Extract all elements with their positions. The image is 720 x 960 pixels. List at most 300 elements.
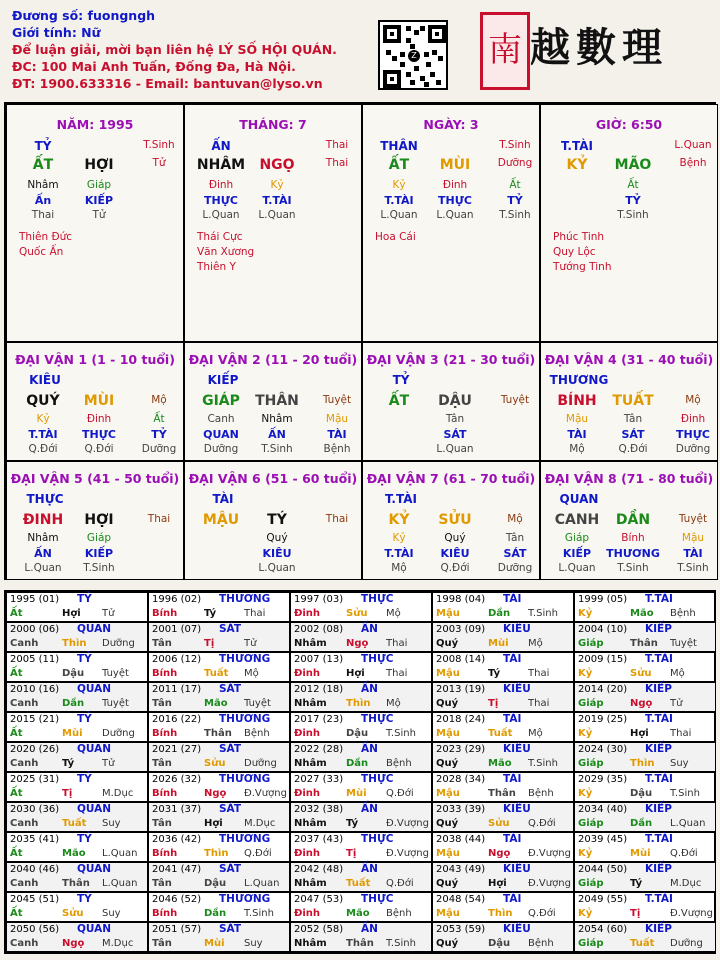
year-stage: T.Sinh xyxy=(244,908,274,919)
year-stage: T.Sinh xyxy=(670,788,700,799)
year-stage: Tử xyxy=(670,698,683,709)
qr-module xyxy=(386,50,391,55)
year-ten-god: TÀI xyxy=(503,833,522,845)
year-branch: Dậu xyxy=(346,728,369,739)
hidden-stem: T.Sinh xyxy=(261,443,293,455)
year-stage: Tử xyxy=(102,758,115,769)
year-cell xyxy=(290,592,432,622)
year-ten-god: THƯƠNG xyxy=(219,893,271,905)
year-cell xyxy=(290,832,432,862)
year-cell xyxy=(290,772,432,802)
year-label: 2018 (24) xyxy=(436,714,486,725)
stem-branch: Thai xyxy=(325,157,349,169)
year-ten-god: TÀI xyxy=(503,713,522,725)
year-ten-god: KIÊU xyxy=(503,803,531,815)
year-stage: Bệnh xyxy=(528,788,554,799)
year-cell xyxy=(432,862,574,892)
year-ten-god: QUAN xyxy=(77,803,112,815)
qr-module xyxy=(410,80,415,85)
year-stage: Q.Đới xyxy=(670,848,698,859)
stem-branch: Tử xyxy=(152,157,166,169)
year-cell xyxy=(148,892,290,922)
ten-god: L.Quan xyxy=(674,139,712,151)
year-cell xyxy=(148,682,290,712)
hidden-stem: Dưỡng xyxy=(141,443,177,455)
hidden-stem: THƯƠNG xyxy=(606,547,660,560)
hidden-stem: TÀI xyxy=(327,428,347,441)
year-stem: Ất xyxy=(10,608,23,619)
year-stage: L.Quan xyxy=(244,878,280,889)
year-ten-god: KIẾP xyxy=(645,683,672,695)
year-branch: Sửu xyxy=(204,758,226,769)
hidden-stem: L.Quan xyxy=(558,562,596,574)
year-branch: Thân xyxy=(630,638,658,649)
year-stage: Đ.Vượng xyxy=(386,818,429,829)
year-stage: Mộ xyxy=(386,698,401,709)
year-branch: Tuất xyxy=(204,668,229,679)
year-ten-god: QUAN xyxy=(77,923,112,935)
year-ten-god: KIẾP xyxy=(645,743,672,755)
dai-van-1 xyxy=(6,342,184,461)
year-stage: Mộ xyxy=(528,728,543,739)
hidden-stem: Mậu xyxy=(325,413,349,425)
hidden-stem: Ất xyxy=(509,179,521,191)
stem-branch: Dưỡng xyxy=(497,157,533,169)
pillar-1 xyxy=(184,104,362,342)
year-stage: Q.Đới xyxy=(244,848,272,859)
qr-module xyxy=(426,62,431,67)
stem-branch: ẤT xyxy=(388,157,410,173)
year-label: 2022 (28) xyxy=(294,744,344,755)
year-label: 2046 (52) xyxy=(152,894,202,905)
year-ten-god: QUAN xyxy=(77,863,112,875)
year-label: 2009 (15) xyxy=(578,654,628,665)
year-stage: Bệnh xyxy=(386,908,412,919)
year-label: 2004 (10) xyxy=(578,624,628,635)
hidden-stem: Giáp xyxy=(86,532,112,544)
year-stage: T.Sinh xyxy=(386,938,416,949)
year-cell xyxy=(148,652,290,682)
hidden-stem: Đinh xyxy=(442,179,468,191)
year-stem: Đinh xyxy=(294,788,321,799)
year-stage: Q.Đới xyxy=(386,878,414,889)
year-cell xyxy=(432,832,574,862)
ten-god: THƯƠNG xyxy=(549,373,609,387)
year-stage: Dưỡng xyxy=(102,638,135,649)
year-cell xyxy=(290,622,432,652)
year-branch: Sửu xyxy=(346,608,368,619)
hidden-stem: T.Sinh xyxy=(617,209,649,221)
stem-branch: KỶ xyxy=(566,157,588,173)
year-cell xyxy=(432,622,574,652)
year-stage: Bệnh xyxy=(670,608,696,619)
hidden-stem: Đinh xyxy=(680,413,706,425)
hidden-stem: SÁT xyxy=(621,428,645,441)
chart-grid xyxy=(4,102,716,580)
year-cell xyxy=(432,922,574,952)
year-branch: Hợi xyxy=(62,608,81,619)
header-line: Để luận giải, mời bạn liên hệ LÝ SỐ HỘI QUÁN. xyxy=(12,42,337,57)
year-ten-god: T.TÀI xyxy=(645,833,673,845)
star-name: Thiên Y xyxy=(197,261,236,273)
qr-module xyxy=(432,50,437,55)
hidden-stem: Tân xyxy=(623,413,643,425)
year-cell xyxy=(290,742,432,772)
hidden-stem: Q.Đới xyxy=(440,562,470,574)
year-label: 2051 (57) xyxy=(152,924,202,935)
year-label: 2023 (29) xyxy=(436,744,486,755)
year-branch: Dần xyxy=(204,908,227,919)
hidden-stem: Kỷ xyxy=(392,532,406,544)
pillar-title: THÁNG: 7 xyxy=(239,117,307,132)
year-branch: Mùi xyxy=(204,938,225,949)
qr-code[interactable] xyxy=(378,20,448,90)
year-stem: Kỷ xyxy=(578,908,593,919)
hidden-stem: Ất xyxy=(627,179,639,191)
hidden-stem: Canh xyxy=(207,413,235,425)
year-cell xyxy=(574,772,716,802)
qr-finder xyxy=(428,25,446,43)
dai-van-title: ĐẠI VẬN 4 (31 - 40 tuổi) xyxy=(544,352,714,367)
year-ten-god: ẤN xyxy=(361,863,378,875)
year-cell xyxy=(574,922,716,952)
hidden-stem: Nhâm xyxy=(27,532,59,544)
year-label: 2034 (40) xyxy=(578,804,628,815)
qr-module xyxy=(438,56,443,61)
year-ten-god: T.TÀI xyxy=(645,713,673,725)
year-branch: Ngọ xyxy=(204,788,227,799)
year-label: 2029 (35) xyxy=(578,774,628,785)
year-branch: Dậu xyxy=(62,668,85,679)
ten-god: THỰC xyxy=(26,492,64,506)
year-cell xyxy=(148,832,290,862)
year-cell xyxy=(148,862,290,892)
year-label: 2001 (07) xyxy=(152,624,202,635)
year-stage: Tuyệt xyxy=(244,698,271,709)
year-branch: Hợi xyxy=(204,818,223,829)
ten-god: KIẾP xyxy=(207,373,239,387)
year-stem: Ất xyxy=(10,728,23,739)
year-ten-god: T.TÀI xyxy=(645,893,673,905)
year-stem: Nhâm xyxy=(294,698,327,709)
stem: ĐINH xyxy=(22,512,64,528)
year-ten-god: KIẾP xyxy=(645,863,672,875)
year-branch: Dậu xyxy=(630,788,653,799)
brand-title: 越數理 xyxy=(530,24,668,71)
year-stem: Bính xyxy=(152,908,178,919)
year-stem: Đinh xyxy=(294,728,321,739)
year-stage: T.Sinh xyxy=(386,728,416,739)
year-ten-god: THỰC xyxy=(361,593,394,605)
year-branch: Ngọ xyxy=(630,698,653,709)
year-cell xyxy=(6,712,148,742)
year-branch: Mão xyxy=(488,758,512,769)
year-cell xyxy=(148,772,290,802)
hidden-stem: Dưỡng xyxy=(497,562,533,574)
year-branch: Thân xyxy=(204,728,232,739)
year-stem: Giáp xyxy=(578,758,604,769)
stem: GIÁP xyxy=(202,393,240,409)
year-cell xyxy=(574,682,716,712)
year-label: 2027 (33) xyxy=(294,774,344,785)
year-stem: Mậu xyxy=(436,848,460,859)
year-ten-god: TỶ xyxy=(77,773,92,785)
ten-god: QUAN xyxy=(559,492,599,506)
year-cell xyxy=(574,742,716,772)
dai-van-title: ĐẠI VẬN 7 (61 - 70 tuổi) xyxy=(366,471,536,486)
dai-van-3 xyxy=(362,342,540,461)
hidden-stem: Tân xyxy=(505,532,525,544)
year-stage: L.Quan xyxy=(102,878,138,889)
year-stage: Mộ xyxy=(244,668,259,679)
year-stem: Kỷ xyxy=(578,728,593,739)
stem-branch: ẤT xyxy=(32,157,54,173)
year-stage: Thai xyxy=(386,638,408,649)
year-stage: Thai xyxy=(386,668,408,679)
star-name: Văn Xương xyxy=(197,246,255,258)
year-branch: Thìn xyxy=(630,758,655,769)
year-branch: Sửu xyxy=(62,908,84,919)
year-stem: Mậu xyxy=(436,908,460,919)
year-stem: Mậu xyxy=(436,728,460,739)
year-branch: Mùi xyxy=(62,728,83,739)
year-label: 2036 (42) xyxy=(152,834,202,845)
dai-van-7 xyxy=(362,461,540,580)
year-ten-god: THƯƠNG xyxy=(219,713,271,725)
year-stem: Bính xyxy=(152,728,178,739)
year-stem: Tân xyxy=(152,818,172,829)
year-stem: Kỷ xyxy=(578,788,593,799)
hidden-stem: THỰC xyxy=(438,194,472,207)
year-branch: Sửu xyxy=(488,818,510,829)
hidden-stem: KIẾP xyxy=(562,547,592,560)
hidden-stem: THỰC xyxy=(82,428,116,441)
hidden-stem: ẤN xyxy=(34,547,52,560)
stem-branch: NGỌ xyxy=(259,157,295,173)
year-label: 2031 (37) xyxy=(152,804,202,815)
year-branch: Tuất xyxy=(62,818,87,829)
year-ten-god: SÁT xyxy=(219,803,242,815)
year-label: 2016 (22) xyxy=(152,714,202,725)
year-branch: Sửu xyxy=(630,668,652,679)
year-stage: Thai xyxy=(528,668,550,679)
year-branch: Tuất xyxy=(488,728,513,739)
star-name: Quy Lộc xyxy=(553,246,596,258)
year-ten-god: SÁT xyxy=(219,683,242,695)
year-cell xyxy=(574,832,716,862)
year-stage: Bệnh xyxy=(244,728,270,739)
year-label: 2038 (44) xyxy=(436,834,486,845)
year-cell xyxy=(6,622,148,652)
year-label: 2032 (38) xyxy=(294,804,344,815)
year-cell xyxy=(148,922,290,952)
hidden-stem: KIẾP xyxy=(84,547,114,560)
hidden-stem: Đinh xyxy=(86,413,112,425)
year-stem: Ất xyxy=(10,788,23,799)
year-stem: Canh xyxy=(10,818,39,829)
year-stage: Q.Đới xyxy=(528,818,556,829)
branch: SỬU xyxy=(438,512,472,528)
dai-van-title: ĐẠI VẬN 8 (71 - 80 tuổi) xyxy=(544,471,714,486)
year-ten-god: KIẾP xyxy=(645,923,672,935)
year-ten-god: QUAN xyxy=(77,743,112,755)
year-stem: Bính xyxy=(152,788,178,799)
hidden-stem: ẤN xyxy=(268,428,286,441)
year-stem: Canh xyxy=(10,698,39,709)
qr-module xyxy=(420,76,425,81)
year-ten-god: SÁT xyxy=(219,863,242,875)
year-ten-god: KIÊU xyxy=(503,623,531,635)
hidden-stem: Bính xyxy=(621,532,645,544)
pillar-title: NĂM: 1995 xyxy=(56,117,134,132)
stem: BÍNH xyxy=(557,393,597,409)
pillar-title: GIỜ: 6:50 xyxy=(595,117,663,132)
qr-module xyxy=(392,56,397,61)
star-name: Tướng Tinh xyxy=(553,261,612,273)
year-stem: Ất xyxy=(10,848,23,859)
year-branch: Tị xyxy=(62,788,73,799)
year-branch: Hợi xyxy=(488,878,507,889)
year-branch: Tý xyxy=(630,878,643,889)
qr-module xyxy=(414,30,419,35)
stem-branch: HỢI xyxy=(84,157,114,173)
hidden-stem: Thai xyxy=(31,209,55,221)
pillar-3 xyxy=(540,104,718,342)
star-name: Thái Cực xyxy=(197,231,243,243)
dai-van-4 xyxy=(540,342,718,461)
star-name: Thiên Đức xyxy=(19,231,73,243)
hidden-stem: Quý xyxy=(266,532,288,544)
year-branch: Tị xyxy=(346,848,357,859)
year-label: 2008 (14) xyxy=(436,654,486,665)
year-label: 2026 (32) xyxy=(152,774,202,785)
year-label: 2010 (16) xyxy=(10,684,60,695)
qr-center: Z xyxy=(408,50,420,62)
year-stem: Tân xyxy=(152,758,172,769)
year-label: 2052 (58) xyxy=(294,924,344,935)
year-stage: Tuyệt xyxy=(102,698,129,709)
year-stem: Đinh xyxy=(294,848,321,859)
year-cell xyxy=(574,892,716,922)
pillar-0 xyxy=(6,104,184,342)
year-stage: Suy xyxy=(244,938,263,949)
year-cell xyxy=(574,652,716,682)
year-ten-god: ẤN xyxy=(361,803,378,815)
year-stage: L.Quan xyxy=(670,818,706,829)
year-ten-god: TÀI xyxy=(503,653,522,665)
hidden-stem: TỶ xyxy=(507,194,523,207)
year-stage: Dưỡng xyxy=(670,938,703,949)
year-stage: Đ.Vượng xyxy=(244,788,287,799)
year-branch: Hợi xyxy=(346,668,365,679)
year-stem: Kỷ xyxy=(578,668,593,679)
year-label: 2013 (19) xyxy=(436,684,486,695)
hidden-stem: Nhâm xyxy=(27,179,59,191)
hidden-stem: Mậu xyxy=(565,413,589,425)
year-cell xyxy=(432,592,574,622)
year-stem: Mậu xyxy=(436,668,460,679)
hidden-stem: Tân xyxy=(445,413,465,425)
year-ten-god: T.TÀI xyxy=(645,773,673,785)
hidden-stem: Dưỡng xyxy=(203,443,239,455)
year-stem: Canh xyxy=(10,758,39,769)
year-branch: Mão xyxy=(204,698,228,709)
year-branch: Dần xyxy=(62,698,85,709)
year-stem: Nhâm xyxy=(294,878,327,889)
stage: Tuyệt xyxy=(500,394,530,406)
stem: QUÝ xyxy=(26,393,60,409)
year-branch: Dần xyxy=(488,608,511,619)
hidden-stem: Dưỡng xyxy=(675,443,711,455)
year-stage: Q.Đới xyxy=(528,908,556,919)
year-label: 2035 (41) xyxy=(10,834,60,845)
hidden-stem: TÀI xyxy=(683,547,703,560)
hidden-stem: Đinh xyxy=(208,179,234,191)
stage: Mộ xyxy=(151,394,167,406)
year-stage: Suy xyxy=(670,758,689,769)
year-cell xyxy=(432,742,574,772)
hidden-stem: Kỷ xyxy=(270,179,284,191)
year-stage: Bệnh xyxy=(386,758,412,769)
year-stage: Bệnh xyxy=(528,938,554,949)
year-ten-god: TÀI xyxy=(503,593,522,605)
year-cell xyxy=(290,652,432,682)
year-branch: Mão xyxy=(346,908,370,919)
year-stage: Tuyệt xyxy=(670,638,697,649)
year-ten-god: ẤN xyxy=(361,743,378,755)
year-label: 2053 (59) xyxy=(436,924,486,935)
year-stem: Giáp xyxy=(578,938,604,949)
year-stem: Tân xyxy=(152,698,172,709)
year-ten-god: TỶ xyxy=(77,593,92,605)
year-stem: Quý xyxy=(436,758,459,769)
year-label: 2043 (49) xyxy=(436,864,486,875)
year-cell xyxy=(290,802,432,832)
year-branch: Hợi xyxy=(630,728,649,739)
qr-module xyxy=(430,72,435,77)
ten-god: T.TÀI xyxy=(561,139,593,153)
year-cell xyxy=(6,832,148,862)
year-branch: Tị xyxy=(204,638,215,649)
year-cell xyxy=(290,922,432,952)
hidden-stem: Ất xyxy=(153,413,165,425)
dai-van-title: ĐẠI VẬN 5 (41 - 50 tuổi) xyxy=(10,471,180,486)
year-stage: Đ.Vượng xyxy=(670,908,713,919)
ten-god: T.Sinh xyxy=(499,139,531,151)
stem-branch: MÙI xyxy=(439,157,471,173)
year-branch: Ngọ xyxy=(488,848,511,859)
year-stage: L.Quan xyxy=(102,848,138,859)
year-label: 2033 (39) xyxy=(436,804,486,815)
stem-branch: Bệnh xyxy=(679,157,707,169)
year-stem: Tân xyxy=(152,938,172,949)
branch: DẬU xyxy=(438,393,472,409)
ten-god: KIÊU xyxy=(29,373,61,387)
year-cell xyxy=(148,712,290,742)
stage: Mộ xyxy=(685,394,701,406)
year-stage: Tử xyxy=(102,608,115,619)
year-cell xyxy=(148,592,290,622)
year-ten-god: T.TÀI xyxy=(645,653,673,665)
branch: TÝ xyxy=(267,512,287,528)
year-ten-god: ẤN xyxy=(361,683,378,695)
year-stem: Canh xyxy=(10,938,39,949)
year-branch: Dần xyxy=(630,818,653,829)
year-ten-god: THỰC xyxy=(361,833,394,845)
year-label: 2017 (23) xyxy=(294,714,344,725)
year-label: 2047 (53) xyxy=(294,894,344,905)
year-stem: Quý xyxy=(436,938,459,949)
